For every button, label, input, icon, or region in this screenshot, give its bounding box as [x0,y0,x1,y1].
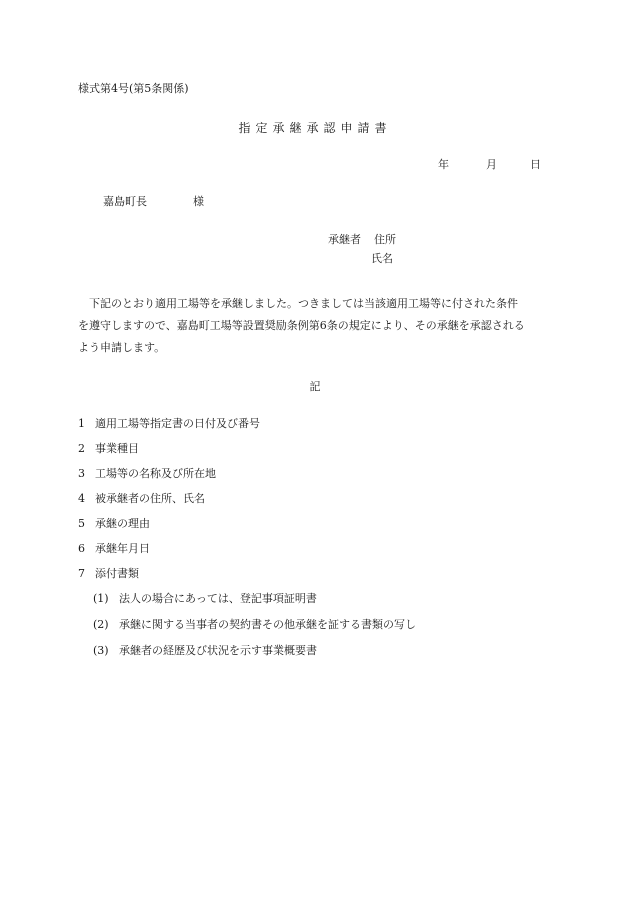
list-item: 5 承継の理由 [78,517,150,530]
list-item: 2 事業種目 [78,442,139,455]
list-item: 1 適用工場等指定書の日付及び番号 [78,417,260,430]
name-label: 氏名 [371,252,393,265]
date-month: 月 [486,158,497,171]
date-year: 年 [438,158,449,171]
addressee-honorific: 様 [193,195,204,208]
list-item: 7 添付書類 [78,567,139,580]
sub-list-item: (2) 承継に関する当事者の契約書その他承継を証する書類の写し [93,618,416,631]
addressee [103,193,204,209]
list-item: 3 工場等の名称及び所在地 [78,467,216,480]
sub-list-item: (1) 法人の場合にあっては、登記事項証明書 [93,592,317,605]
form-number: 様式第4号(第5条関係) [78,82,189,95]
ki-heading: 記 [309,380,321,393]
document-title: 指定承継承認申請書 [238,121,392,135]
body-line-3: よう申請します。 [78,341,166,354]
successor-label: 承継者 [328,233,361,246]
body-line-1: 下記のとおり適用工場等を承継しました。つきましては当該適用工場等に付された条件 [89,297,518,310]
body-text [78,293,550,359]
successor-block [328,230,396,268]
list-item: 6 承継年月日 [78,542,150,555]
list-item: 4 被承継者の住所、氏名 [78,492,205,505]
address-label: 住所 [374,233,396,246]
sub-list-item: (3) 承継者の経歴及び状況を示す事業概要書 [93,644,317,657]
addressee-name: 嘉島町長 [103,195,147,208]
date-day: 日 [530,158,541,171]
body-line-2: を遵守しますので、嘉島町工場等設置奨励条例第6条の規定により、その承継を承認される [78,319,525,332]
date-line [438,156,541,172]
